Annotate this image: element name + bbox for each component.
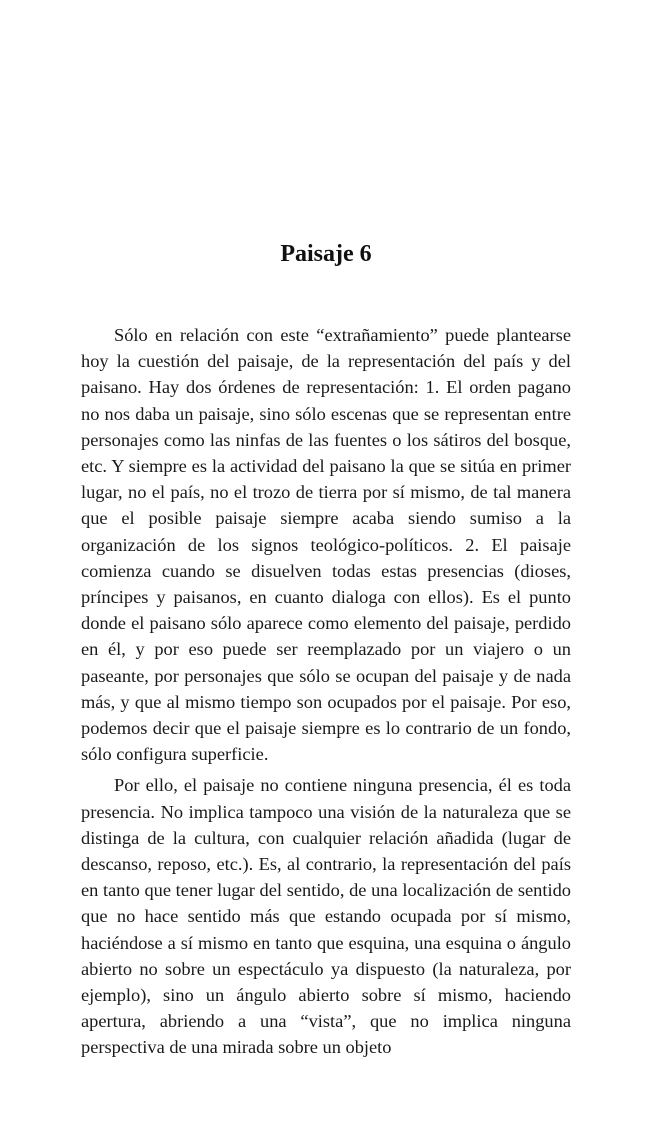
chapter-title: Paisaje 6: [280, 241, 372, 267]
paragraph-1: Sólo en relación con este “extrañamiento” puede plantearse hoy la cuestión del paisaje, de la representación del país y del paisano. Hay dos órdenes de representación: 1. El orden pagano no nos daba un paisaje, sino sólo escenas que se representan entre personajes como las ninfas de las fuentes o los sátiros del bosque, etc. Y siempre es la actividad del paisano la que se sitúa en primer lugar, no el país, no el trozo de tierra por sí mismo, de tal manera que el posible paisaje siempre acaba siendo sumiso a la organización de los signos teológico-políticos. 2. El paisaje comienza cuando se disuelven todas estas presencias (dioses, príncipes y paisanos, en cuanto dialoga con ellos). Es el punto donde el paisano sólo aparece como elemento del paisaje, perdido en él, y por eso puede ser reemplazado por un viajero o un paseante, por personajes que sólo se ocupan del paisaje y de nada más, y que al mismo tiempo son ocupados por el paisaje. Por eso, podemos decir que el paisaje siempre es lo contrario de un fondo, sólo configura superficie.: [81, 325, 571, 765]
book-page: [81, 0, 571, 1137]
chapter-body: [81, 322, 571, 1061]
paragraph-2: Por ello, el paisaje no contiene ninguna presencia, él es toda presencia. No implica tampoco una visión de la naturaleza que se distinga de la cultura, con cualquier relación añadida (lugar de descanso, reposo, etc.). Es, al contrario, la representación del país en tanto que tener lugar del sentido, de una localización de sentido que no hace sentido más que estando ocupada por sí mismo, haciéndose a sí mismo en tanto que esquina, una esquina o ángulo abierto no sobre un espectáculo ya dispuesto (la naturaleza, por ejemplo), sino un ángulo abierto sobre sí mismo, haciendo apertura, abriendo a una “vista”, que no implica ninguna perspectiva de una mirada sobre un objeto: [81, 775, 571, 1058]
